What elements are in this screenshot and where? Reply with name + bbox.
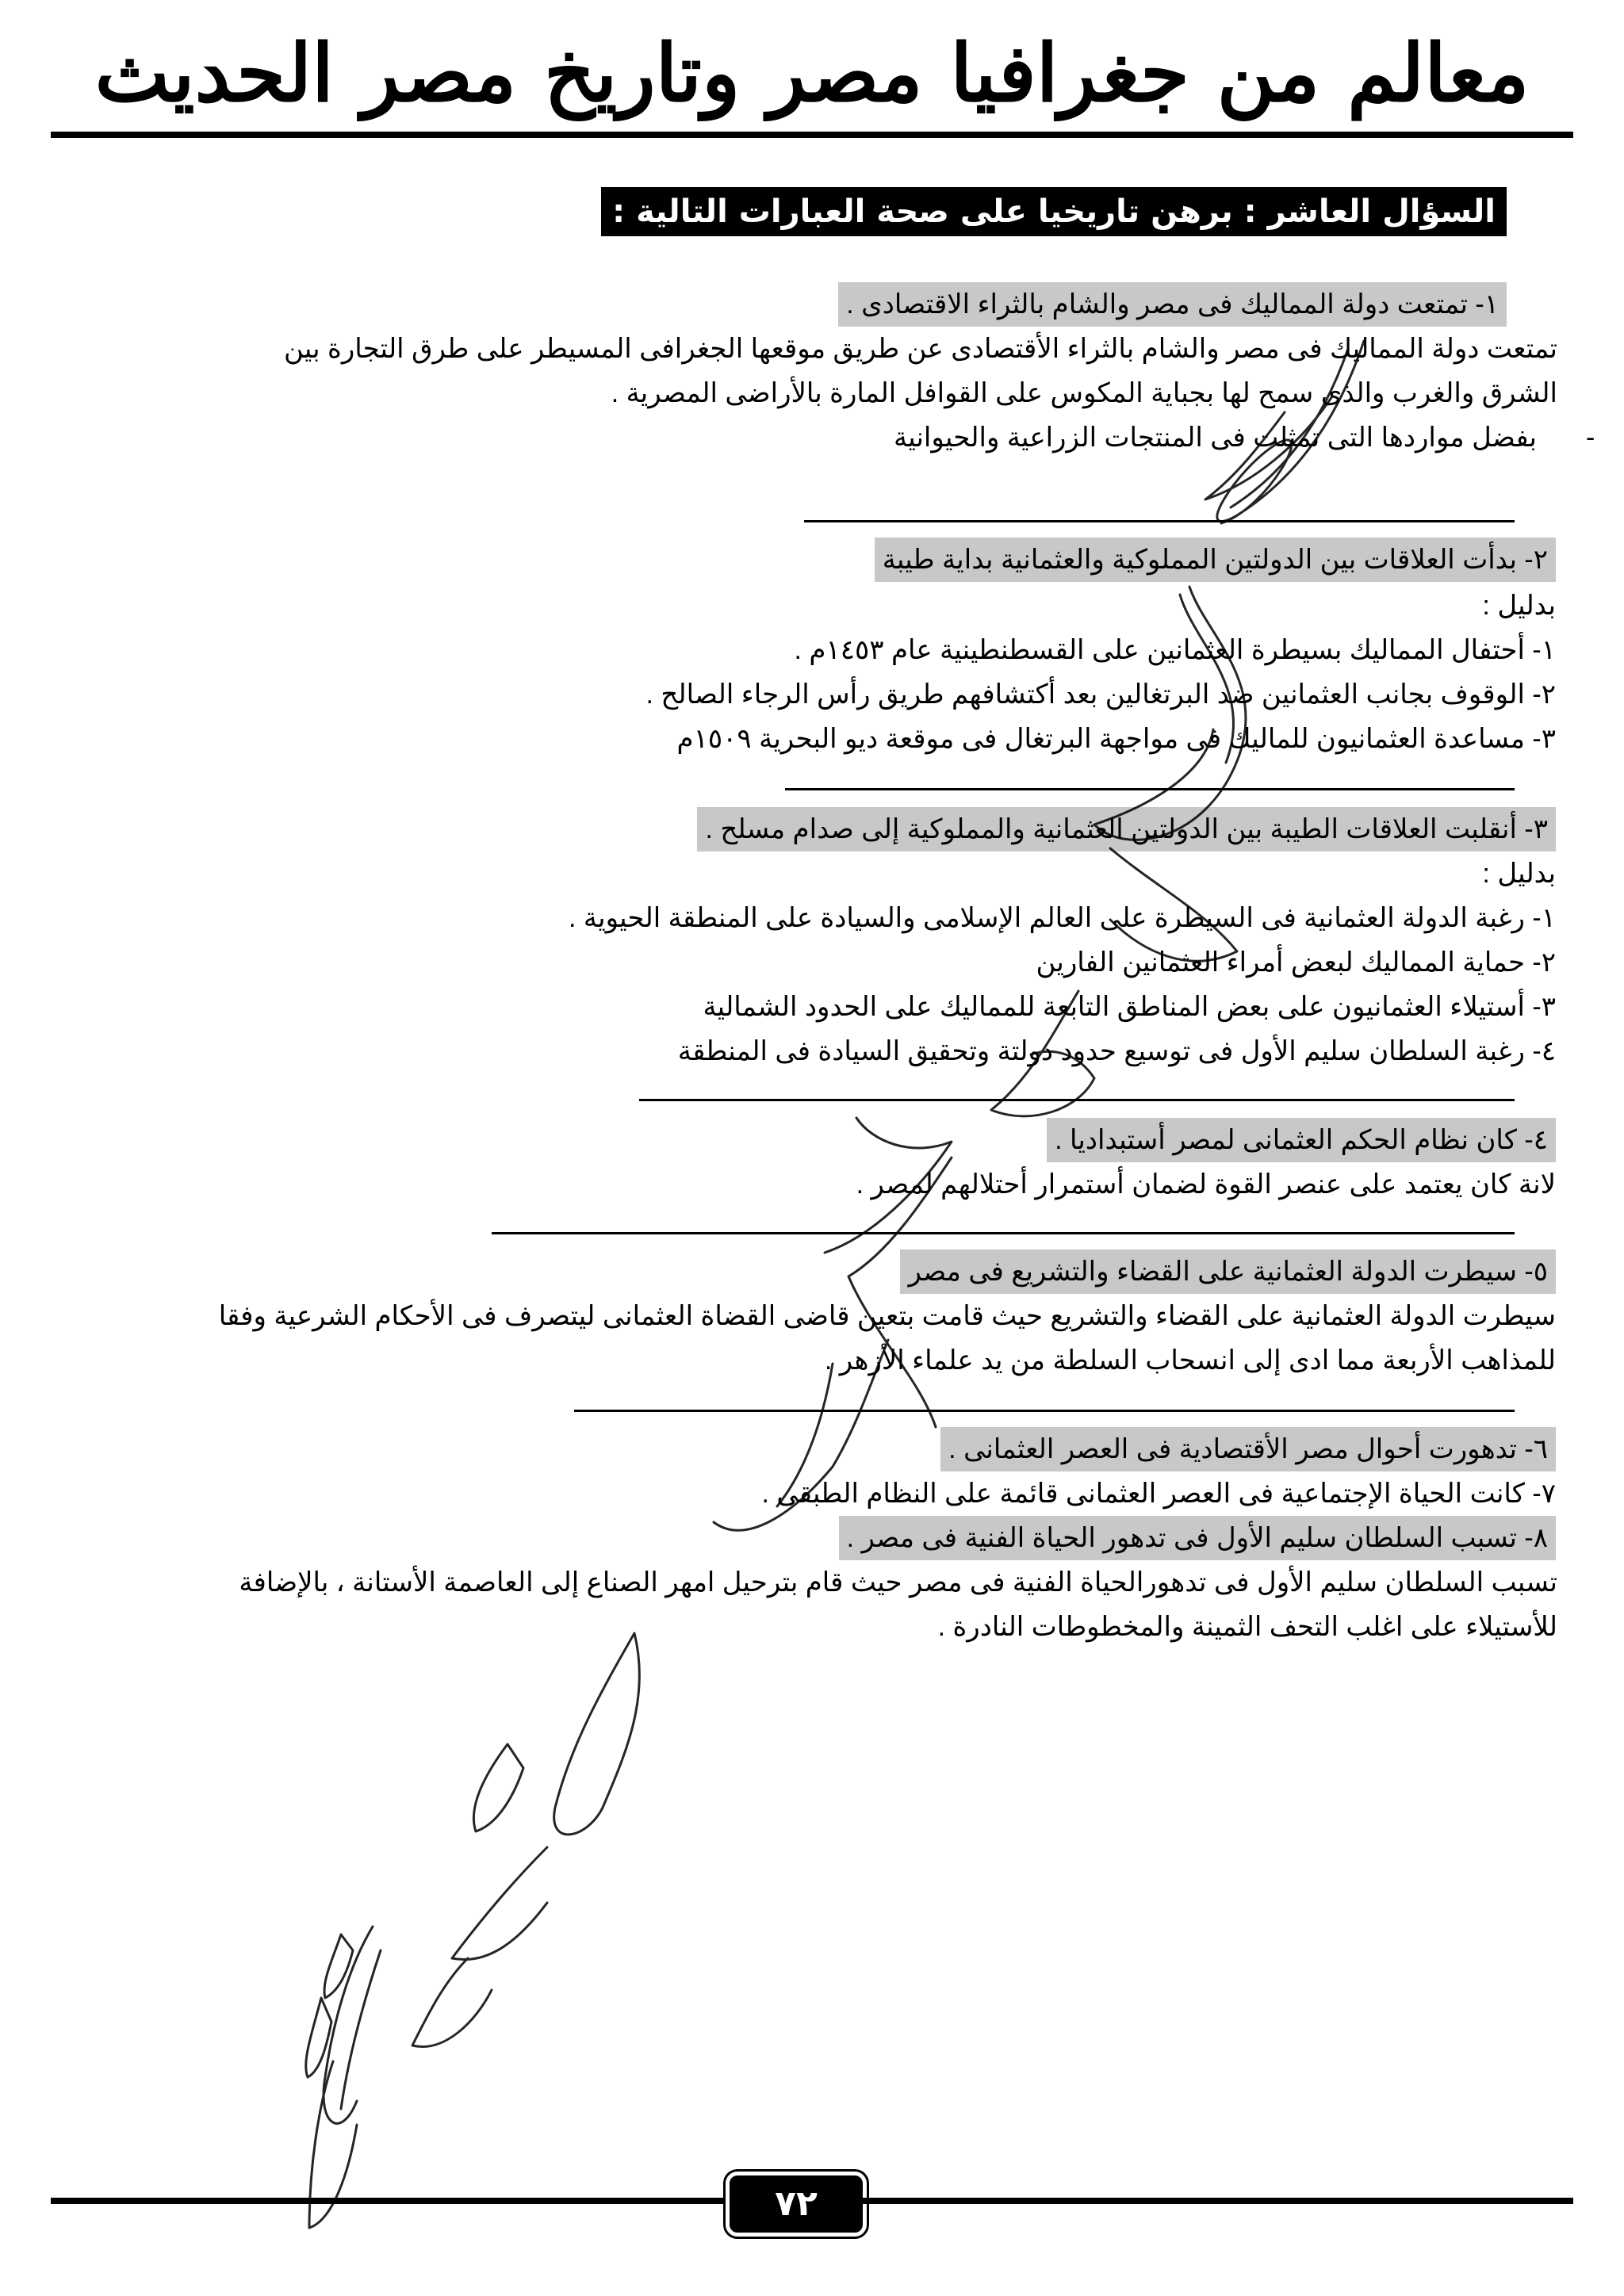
item-3-line-4: ٣- أستيلاء العثمانيون على بعض المناطق التابعة للمماليك على الحدود الشمالية <box>703 992 1556 1022</box>
item-3-line-1: بدليل : <box>1482 859 1556 889</box>
item-8-line-1: تسبب السلطان سليم الأول فى تدهورالحياة الفنية فى مصر حيث قام بترحيل امهر الصناع إلى العاصمة الأستانة ، بالإضافة <box>239 1567 1557 1598</box>
item-4-heading: ٤- كان نظام الحكم العثمانى لمصر أستبداديا . <box>1047 1118 1556 1162</box>
item-1-line-1: تمتعت دولة المماليك فى مصر والشام بالثراء الأقتصادى عن طريق موقعها الجغرافى المسيطر على طرق التجارة بين <box>283 334 1557 364</box>
item-3-line-3: ٢- حماية المماليك لبعض أمراء العثمانين الفارين <box>1036 947 1556 978</box>
item-5-line-1: سيطرت الدولة العثمانية على القضاء والتشريع حيث قامت بتعين قاضى القضاة العثمانى ليتصرف فى الأحكام الشرعية وفقا <box>218 1301 1556 1331</box>
page-title: معالم من جغرافيا مصر وتاريخ مصر الحديث <box>94 26 1530 120</box>
item-3-line-2: ١- رغبة الدولة العثمانية فى السيطرة على العالم الإسلامى والسيادة على المنطقة الحيوية . <box>569 903 1556 933</box>
item-2-line-4: ٣- مساعدة العثمانيون للماليك فى مواجهة البرتغال فى موقعة ديو البحرية ١٥٠٩م <box>676 724 1556 754</box>
item-2-line-3: ٢- الوقوف بجانب العثمانين ضد البرتغالين بعد أكتشافهم طريق رأس الرجاء الصالح . <box>645 679 1556 710</box>
item-8-line-2: للأستيلاء على اغلب التحف الثمينة والمخطوطات النادرة . <box>937 1612 1557 1642</box>
item-2-heading: ٢- بدأت العلاقات بين الدولتين المملوكية والعثمانية بداية طيبة <box>875 538 1556 582</box>
item-3-line-5: ٤- رغبة السلطان سليم الأول فى توسيع حدود دولتة وتحقيق السيادة فى المنطقة <box>677 1036 1556 1066</box>
item-1-heading: ١- تمتعت دولة المماليك فى مصر والشام بالثراء الاقتصادى . <box>838 282 1507 327</box>
item-5-heading: ٥- سيطرت الدولة العثمانية على القضاء والتشريع فى مصر <box>900 1249 1556 1294</box>
item-4-line-1: لانة كان يعتمد على عنصر القوة لضمان أستمرار أحتلالهم لمصر . <box>856 1169 1556 1200</box>
item-5-line-2: للمذاهب الأربعة مما ادى إلى انسحاب السلطة من يد علماء الأزهر . <box>824 1345 1556 1376</box>
item-8-heading: ٨- تسبب السلطان سليم الأول فى تدهور الحياة الفنية فى مصر . <box>839 1516 1556 1560</box>
item-3-heading: ٣- أنقلبت العلاقات الطيبة بين الدولتين العثمانية والمملوكية إلى صدام مسلح . <box>697 807 1556 851</box>
page-number: ٧٢ <box>730 2175 863 2233</box>
footer-divider-right <box>863 2198 1573 2204</box>
item-6-heading: ٦- تدهورت أحوال مصر الأقتصادية فى العصر العثمانى . <box>940 1427 1556 1471</box>
item-1-line-3: بفضل مواردها التى تمثلت فى المنتجات الزراعية والحيوانية <box>893 423 1537 453</box>
item-2-line-1: بدليل : <box>1482 591 1556 621</box>
item-1-line-2: الشرق والغرب والذى سمح لها بجباية المكوس على القوافل المارة بالأراضى المصرية . <box>611 378 1557 408</box>
item-2-line-2: ١- أحتفال المماليك بسيطرة العثمانين على القسطنطينية عام ١٤٥٣م . <box>794 635 1556 665</box>
item-1-dash: - <box>1586 423 1595 453</box>
question-title: السؤال العاشر : برهن تاريخيا على صحة العبارات التالية : <box>601 187 1507 236</box>
item-7-line: ٧- كانت الحياة الإجتماعية فى العصر العثمانى قائمة على النظام الطبقى . <box>761 1479 1556 1509</box>
footer-divider-left <box>51 2198 723 2204</box>
